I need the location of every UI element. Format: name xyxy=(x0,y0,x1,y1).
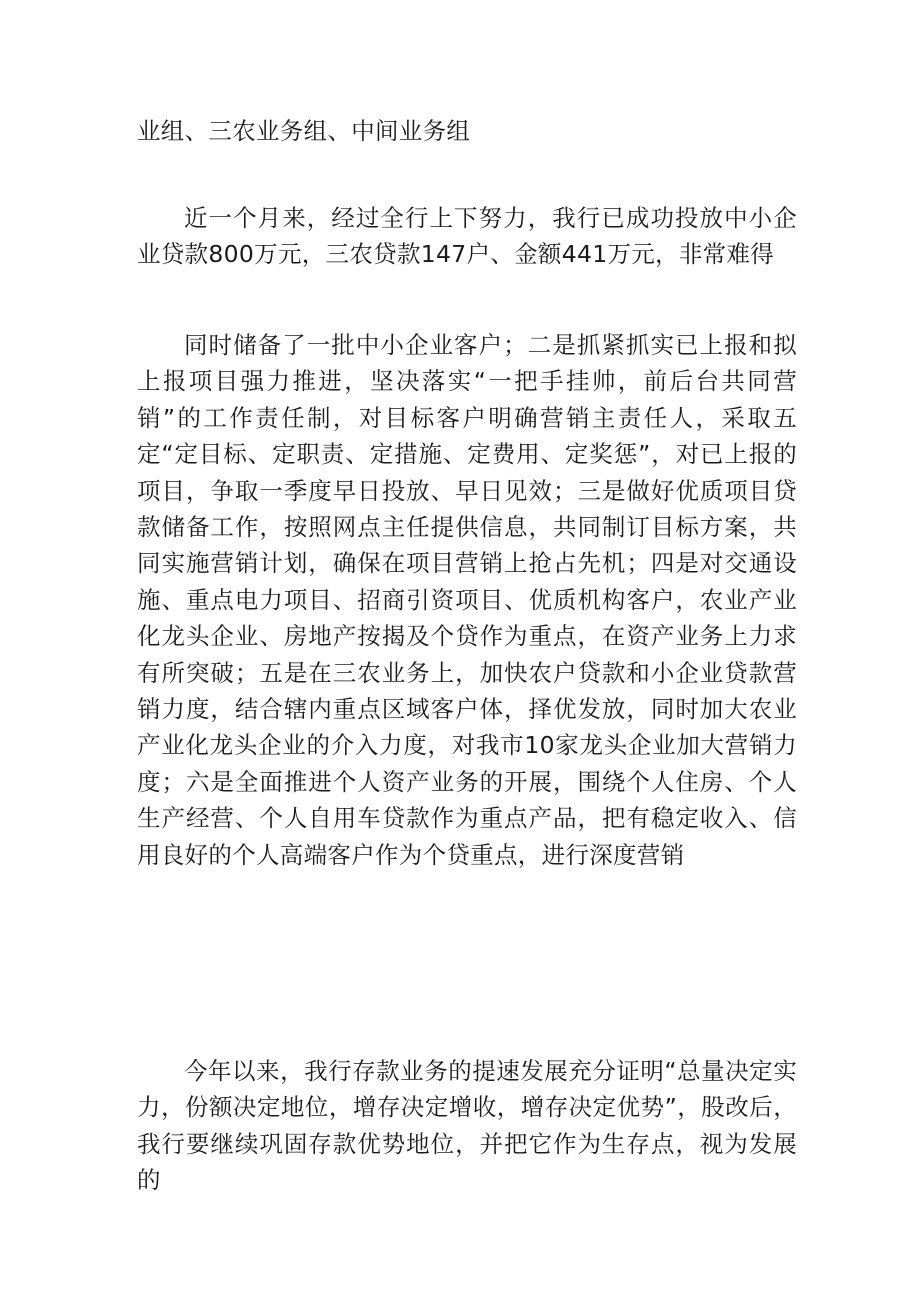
paragraph-deposit-business: 今年以来，我行存款业务的提速发展充分证明“总量决定实力，份额决定地位，增存决定增收，增存决定优势”，股改后，我行要继续巩固存款优势地位，并把它作为生存点，视为发展的 xyxy=(137,1057,797,1195)
paragraph-marketing-measures: 同时储备了一批中小企业客户；二是抓紧抓实已上报和拟上报项目强力推进，坚决落实“一把手挂帅，前后台共同营销”的工作责任制，对目标客户明确营销主责任人，采取五定“定目标、定职责、定措施、定费用、定奖惩”，对已上报的项目，争取一季度早日投放、早日见效；三是做好优质项目贷款储备工作，按照网点主任提供信息，共同制订目标方案，共同实施营销计划，确保在项目营销上抢占先机；四是对交通设施、重点电力项目、招商引资项目、优质机构客户，农业产业化龙头企业、房地产按揭及个贷作为重点，在资产业务上力求有所突破；五是在三农业务上，加快农户贷款和小企业贷款营销力度，结合辖内重点区域客户体，择优发放，同时加大农业产业化龙头企业的介入力度，对我市10家龙头企业加大营销力度；六是全面推进个人资产业务的开展，围绕个人住房、个人生产经营、个人自用车贷款作为重点产品，把有稳定收入、信用良好的个人高端客户作为个贷重点，进行深度营销 xyxy=(137,331,797,869)
paragraph-loan-results: 近一个月来，经过全行上下努力，我行已成功投放中小企业贷款800万元，三农贷款147户、金额441万元，非常难得 xyxy=(137,204,797,269)
paragraph-continuation: 业组、三农业务组、中间业务组 xyxy=(137,117,471,145)
